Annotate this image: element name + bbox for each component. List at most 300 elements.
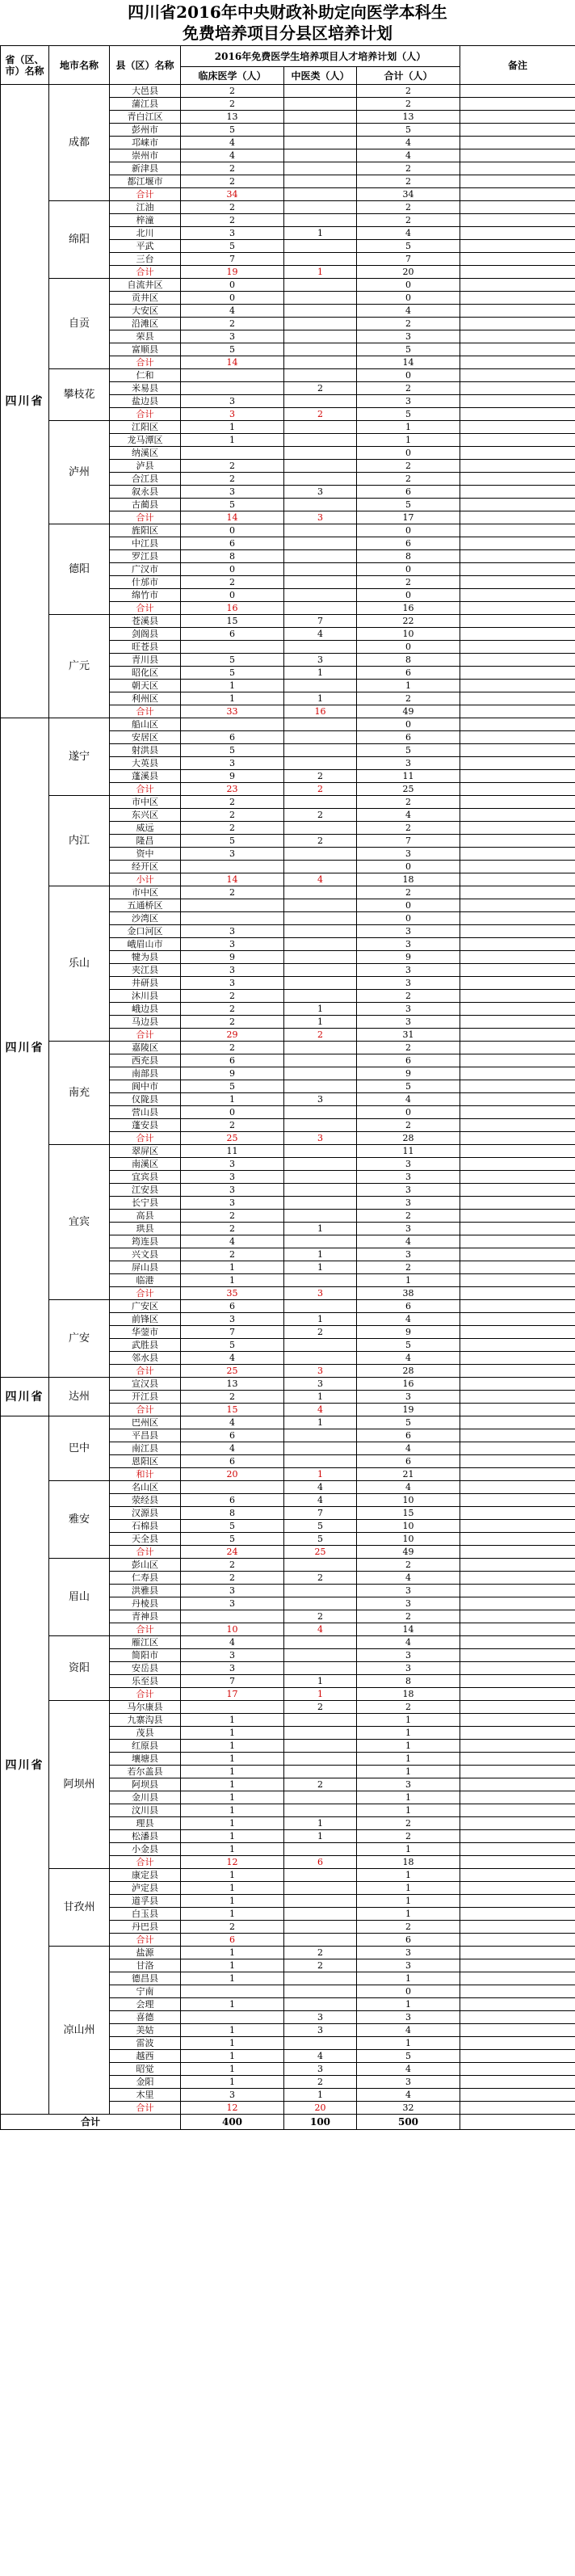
total-cell: 3 — [357, 395, 460, 408]
tcm-cell — [284, 1352, 357, 1365]
clinical-cell: 2 — [181, 1003, 284, 1016]
clinical-cell: 5 — [181, 499, 284, 511]
tcm-cell — [284, 602, 357, 615]
clinical-cell: 23 — [181, 783, 284, 796]
tcm-cell: 20 — [284, 2102, 357, 2115]
province-cell: 四川省 — [1, 85, 49, 718]
total-cell: 31 — [357, 1029, 460, 1042]
note-cell — [460, 1804, 575, 1817]
clinical-cell: 1 — [181, 692, 284, 705]
clinical-cell: 0 — [181, 292, 284, 305]
county-cell: 彭山区 — [110, 1559, 181, 1572]
total-cell: 2 — [357, 1921, 460, 1934]
table-row — [1, 1636, 575, 1649]
total-cell: 2 — [357, 382, 460, 395]
note-cell — [460, 1287, 575, 1300]
clinical-cell: 6 — [181, 731, 284, 744]
note-cell — [460, 2115, 575, 2130]
note-cell — [460, 369, 575, 382]
total-cell: 2 — [357, 692, 460, 705]
city-cell: 德阳 — [49, 524, 110, 615]
table-row — [1, 1145, 575, 1158]
tcm-cell — [284, 85, 357, 98]
table-row — [1, 85, 575, 98]
county-cell: 小金县 — [110, 1843, 181, 1856]
tcm-cell — [284, 977, 357, 990]
total-cell: 7 — [357, 835, 460, 848]
county-cell: 雷波 — [110, 2037, 181, 2050]
clinical-cell: 34 — [181, 188, 284, 201]
clinical-cell: 15 — [181, 615, 284, 628]
county-cell: 五通桥区 — [110, 899, 181, 912]
note-cell — [460, 1145, 575, 1158]
tcm-cell — [284, 1197, 357, 1210]
note-cell — [460, 1235, 575, 1248]
tcm-cell — [284, 201, 357, 214]
county-cell: 合计 — [110, 1287, 181, 1300]
clinical-cell: 0 — [181, 279, 284, 292]
county-cell: 泸县 — [110, 460, 181, 473]
clinical-cell: 6 — [181, 537, 284, 550]
tcm-cell — [284, 1300, 357, 1313]
county-cell: 朝天区 — [110, 680, 181, 692]
grand-total-total: 500 — [357, 2115, 460, 2130]
county-cell: 合计 — [110, 1132, 181, 1145]
total-cell: 2 — [357, 1610, 460, 1623]
note-cell — [460, 318, 575, 330]
clinical-cell — [181, 1481, 284, 1494]
county-cell: 青川县 — [110, 654, 181, 667]
tcm-cell: 2 — [284, 809, 357, 822]
tcm-cell — [284, 499, 357, 511]
tcm-cell — [284, 356, 357, 369]
county-cell: 大安区 — [110, 305, 181, 318]
note-cell — [460, 1830, 575, 1843]
clinical-cell: 2 — [181, 1572, 284, 1585]
note-cell — [460, 1998, 575, 2011]
county-cell: 绵竹市 — [110, 589, 181, 602]
clinical-cell: 1 — [181, 2076, 284, 2089]
clinical-cell: 2 — [181, 822, 284, 835]
tcm-cell: 1 — [284, 1817, 357, 1830]
county-cell: 沐川县 — [110, 990, 181, 1003]
tcm-cell: 3 — [284, 1287, 357, 1300]
total-cell: 2 — [357, 1210, 460, 1223]
clinical-cell: 1 — [181, 680, 284, 692]
note-cell — [460, 511, 575, 524]
tcm-cell — [284, 434, 357, 447]
note-cell — [460, 201, 575, 214]
clinical-cell: 1 — [181, 2037, 284, 2050]
county-cell: 合计 — [110, 1029, 181, 1042]
tcm-cell — [284, 796, 357, 809]
total-cell: 5 — [357, 1416, 460, 1429]
note-cell — [460, 1766, 575, 1778]
county-cell: 旺苍县 — [110, 641, 181, 654]
table-row — [1, 201, 575, 214]
note-cell — [460, 356, 575, 369]
total-cell: 0 — [357, 912, 460, 925]
tcm-cell — [284, 1662, 357, 1675]
tcm-cell — [284, 1054, 357, 1067]
tcm-cell: 2 — [284, 1029, 357, 1042]
county-cell: 江安县 — [110, 1184, 181, 1197]
clinical-cell: 3 — [181, 330, 284, 343]
clinical-cell: 1 — [181, 1869, 284, 1882]
county-cell: 威远 — [110, 822, 181, 835]
clinical-cell: 16 — [181, 602, 284, 615]
tcm-cell: 5 — [284, 1520, 357, 1533]
clinical-cell: 12 — [181, 1856, 284, 1869]
clinical-cell: 1 — [181, 1998, 284, 2011]
county-cell: 道孚县 — [110, 1895, 181, 1908]
tcm-cell: 4 — [284, 2050, 357, 2063]
clinical-cell — [181, 641, 284, 654]
tcm-cell — [284, 279, 357, 292]
county-cell: 金口河区 — [110, 925, 181, 938]
tcm-cell: 1 — [284, 1391, 357, 1404]
county-cell: 叙永县 — [110, 486, 181, 499]
tcm-cell: 3 — [284, 1093, 357, 1106]
note-cell — [460, 434, 575, 447]
note-cell — [460, 796, 575, 809]
clinical-cell: 5 — [181, 835, 284, 848]
note-cell — [460, 899, 575, 912]
clinical-cell: 3 — [181, 938, 284, 951]
clinical-cell: 8 — [181, 1507, 284, 1520]
table-row — [1, 1481, 575, 1494]
clinical-cell: 5 — [181, 343, 284, 356]
tcm-cell — [284, 137, 357, 149]
total-cell: 5 — [357, 2050, 460, 2063]
total-cell: 2 — [357, 576, 460, 589]
tcm-cell: 2 — [284, 1701, 357, 1714]
clinical-cell: 17 — [181, 1688, 284, 1701]
tcm-cell — [284, 1184, 357, 1197]
note-cell — [460, 938, 575, 951]
total-cell: 2 — [357, 460, 460, 473]
tcm-cell: 3 — [284, 1378, 357, 1391]
tcm-cell: 2 — [284, 1572, 357, 1585]
county-cell: 中江县 — [110, 537, 181, 550]
total-cell: 5 — [357, 1339, 460, 1352]
county-cell: 金阳 — [110, 2076, 181, 2089]
note-cell — [460, 1921, 575, 1934]
clinical-cell: 5 — [181, 1533, 284, 1546]
county-cell: 德昌县 — [110, 1972, 181, 1985]
county-cell: 合计 — [110, 1365, 181, 1378]
tcm-cell: 2 — [284, 770, 357, 783]
clinical-cell: 2 — [181, 1248, 284, 1261]
total-cell: 6 — [357, 1300, 460, 1313]
total-cell: 3 — [357, 1778, 460, 1791]
city-cell: 绵阳 — [49, 201, 110, 279]
total-cell: 4 — [357, 1442, 460, 1455]
tcm-cell — [284, 473, 357, 486]
clinical-cell — [181, 912, 284, 925]
county-cell: 金川县 — [110, 1791, 181, 1804]
clinical-cell: 15 — [181, 1404, 284, 1416]
clinical-cell: 29 — [181, 1029, 284, 1042]
tcm-cell — [284, 550, 357, 563]
note-cell — [460, 1662, 575, 1675]
county-cell: 合江县 — [110, 473, 181, 486]
county-cell: 昭化区 — [110, 667, 181, 680]
county-cell: 平昌县 — [110, 1429, 181, 1442]
total-cell: 3 — [357, 2011, 460, 2024]
note-cell — [460, 1985, 575, 1998]
clinical-cell: 3 — [181, 395, 284, 408]
clinical-cell: 6 — [181, 1300, 284, 1313]
county-cell: 雁江区 — [110, 1636, 181, 1649]
note-cell — [460, 1597, 575, 1610]
county-cell: 仁寿县 — [110, 1572, 181, 1585]
clinical-cell: 1 — [181, 1830, 284, 1843]
county-cell: 白玉县 — [110, 1908, 181, 1921]
county-cell: 合计 — [110, 783, 181, 796]
note-cell — [460, 2076, 575, 2089]
total-cell: 0 — [357, 899, 460, 912]
note-cell — [460, 305, 575, 318]
county-cell: 巴州区 — [110, 1416, 181, 1429]
total-cell: 3 — [357, 977, 460, 990]
tcm-cell: 2 — [284, 382, 357, 395]
clinical-cell: 1 — [181, 1714, 284, 1727]
note-cell — [460, 1261, 575, 1274]
tcm-cell: 2 — [284, 1778, 357, 1791]
clinical-cell: 14 — [181, 873, 284, 886]
total-cell: 3 — [357, 1248, 460, 1261]
total-cell: 0 — [357, 563, 460, 576]
total-cell: 18 — [357, 873, 460, 886]
county-cell: 长宁县 — [110, 1197, 181, 1210]
note-cell — [460, 1416, 575, 1429]
note-cell — [460, 1520, 575, 1533]
county-cell: 彭州市 — [110, 124, 181, 137]
note-cell — [460, 343, 575, 356]
clinical-cell: 2 — [181, 1921, 284, 1934]
county-cell: 邻水县 — [110, 1352, 181, 1365]
clinical-cell: 3 — [181, 977, 284, 990]
note-cell — [460, 1714, 575, 1727]
note-cell — [460, 111, 575, 124]
county-cell: 苍溪县 — [110, 615, 181, 628]
note-cell — [460, 770, 575, 783]
county-cell: 邛崃市 — [110, 137, 181, 149]
tcm-cell — [284, 330, 357, 343]
clinical-cell: 1 — [181, 1727, 284, 1740]
tcm-cell — [284, 1235, 357, 1248]
total-cell: 1 — [357, 1714, 460, 1727]
total-cell: 3 — [357, 1662, 460, 1675]
clinical-cell: 5 — [181, 240, 284, 253]
table-header — [1, 46, 575, 85]
tcm-cell: 1 — [284, 1688, 357, 1701]
title-line-1: 四川省2016年中央财政补助定向医学本科生 — [128, 2, 447, 22]
county-cell: 梓潼 — [110, 214, 181, 227]
tcm-cell — [284, 1727, 357, 1740]
clinical-cell: 0 — [181, 589, 284, 602]
total-cell: 3 — [357, 1391, 460, 1404]
county-cell: 昭觉 — [110, 2063, 181, 2076]
city-cell: 遂宁 — [49, 718, 110, 796]
tcm-cell: 3 — [284, 2024, 357, 2037]
tcm-cell — [284, 1171, 357, 1184]
tcm-cell: 1 — [284, 692, 357, 705]
note-cell — [460, 1158, 575, 1171]
county-cell: 汉源县 — [110, 1507, 181, 1520]
total-cell: 2 — [357, 822, 460, 835]
total-cell: 5 — [357, 408, 460, 421]
total-cell: 1 — [357, 2037, 460, 2050]
clinical-cell: 24 — [181, 1546, 284, 1559]
total-cell: 1 — [357, 1882, 460, 1895]
clinical-cell: 3 — [181, 925, 284, 938]
tcm-cell — [284, 524, 357, 537]
clinical-cell: 4 — [181, 149, 284, 162]
county-cell: 名山区 — [110, 1481, 181, 1494]
city-cell: 眉山 — [49, 1559, 110, 1636]
total-cell: 28 — [357, 1365, 460, 1378]
note-cell — [460, 137, 575, 149]
clinical-cell: 4 — [181, 1636, 284, 1649]
clinical-cell: 2 — [181, 1119, 284, 1132]
table-row — [1, 279, 575, 292]
county-cell: 蒲江县 — [110, 98, 181, 111]
total-cell: 14 — [357, 1623, 460, 1636]
total-cell: 1 — [357, 1727, 460, 1740]
note-cell — [460, 589, 575, 602]
note-cell — [460, 2024, 575, 2037]
city-cell: 凉山州 — [49, 1947, 110, 2115]
clinical-cell — [181, 2011, 284, 2024]
total-cell: 11 — [357, 770, 460, 783]
total-cell: 4 — [357, 2063, 460, 2076]
note-cell — [460, 1947, 575, 1959]
province-cell: 四川省 — [1, 718, 49, 1378]
total-cell: 1 — [357, 1843, 460, 1856]
tcm-cell: 1 — [284, 1223, 357, 1235]
tcm-cell: 6 — [284, 1856, 357, 1869]
total-cell: 2 — [357, 98, 460, 111]
note-cell — [460, 1585, 575, 1597]
total-cell: 1 — [357, 680, 460, 692]
tcm-cell — [284, 1869, 357, 1882]
total-cell: 16 — [357, 602, 460, 615]
clinical-cell: 5 — [181, 1520, 284, 1533]
county-cell: 蓬安县 — [110, 1119, 181, 1132]
total-cell: 2 — [357, 214, 460, 227]
total-cell: 13 — [357, 111, 460, 124]
county-cell: 合计 — [110, 2102, 181, 2115]
clinical-cell: 1 — [181, 1740, 284, 1753]
tcm-cell — [284, 1597, 357, 1610]
clinical-cell: 3 — [181, 1184, 284, 1197]
note-cell — [460, 1610, 575, 1623]
clinical-cell: 2 — [181, 1042, 284, 1054]
clinical-cell: 33 — [181, 705, 284, 718]
county-cell: 木里 — [110, 2089, 181, 2102]
clinical-cell: 6 — [181, 1455, 284, 1468]
note-cell — [460, 1572, 575, 1585]
tcm-cell — [284, 641, 357, 654]
total-cell: 4 — [357, 2089, 460, 2102]
clinical-cell: 2 — [181, 796, 284, 809]
total-cell: 10 — [357, 1494, 460, 1507]
tcm-cell — [284, 848, 357, 861]
total-cell: 4 — [357, 1093, 460, 1106]
total-cell: 5 — [357, 1080, 460, 1093]
note-cell — [460, 1468, 575, 1481]
tcm-cell: 25 — [284, 1546, 357, 1559]
clinical-cell: 4 — [181, 1352, 284, 1365]
note-cell — [460, 1223, 575, 1235]
county-cell: 合计 — [110, 356, 181, 369]
clinical-cell: 1 — [181, 1093, 284, 1106]
county-cell: 峨眉山市 — [110, 938, 181, 951]
tcm-cell — [284, 292, 357, 305]
county-cell: 洪雅县 — [110, 1585, 181, 1597]
total-cell: 3 — [357, 1223, 460, 1235]
county-cell: 仁和 — [110, 369, 181, 382]
clinical-cell: 1 — [181, 1791, 284, 1804]
tcm-cell: 7 — [284, 615, 357, 628]
clinical-cell — [181, 718, 284, 731]
total-cell: 0 — [357, 369, 460, 382]
tcm-cell: 4 — [284, 1481, 357, 1494]
county-cell: 西充县 — [110, 1054, 181, 1067]
county-cell: 宣汉县 — [110, 1378, 181, 1391]
tcm-cell — [284, 1972, 357, 1985]
table-row — [1, 369, 575, 382]
clinical-cell: 10 — [181, 1623, 284, 1636]
county-cell: 资中 — [110, 848, 181, 861]
tcm-cell — [284, 718, 357, 731]
tcm-cell — [284, 537, 357, 550]
note-cell — [460, 227, 575, 240]
city-cell: 乐山 — [49, 886, 110, 1042]
total-cell: 2 — [357, 201, 460, 214]
total-cell: 1 — [357, 421, 460, 434]
note-cell — [460, 2102, 575, 2115]
note-cell — [460, 563, 575, 576]
note-cell — [460, 460, 575, 473]
note-cell — [460, 240, 575, 253]
county-cell: 大英县 — [110, 757, 181, 770]
total-cell: 4 — [357, 149, 460, 162]
county-cell: 合计 — [110, 408, 181, 421]
tcm-cell — [284, 1934, 357, 1947]
clinical-cell: 4 — [181, 305, 284, 318]
total-cell: 8 — [357, 550, 460, 563]
note-cell — [460, 1313, 575, 1326]
total-cell: 5 — [357, 240, 460, 253]
city-cell: 宜宾 — [49, 1145, 110, 1300]
county-cell: 美姑 — [110, 2024, 181, 2037]
tcm-cell — [284, 421, 357, 434]
note-cell — [460, 1972, 575, 1985]
county-cell: 广汉市 — [110, 563, 181, 576]
clinical-cell: 9 — [181, 770, 284, 783]
tcm-cell — [284, 1145, 357, 1158]
note-cell — [460, 1429, 575, 1442]
tcm-cell: 2 — [284, 2076, 357, 2089]
tcm-cell: 1 — [284, 1416, 357, 1429]
tcm-cell — [284, 731, 357, 744]
total-cell: 28 — [357, 1132, 460, 1145]
note-cell — [460, 744, 575, 757]
note-cell — [460, 783, 575, 796]
